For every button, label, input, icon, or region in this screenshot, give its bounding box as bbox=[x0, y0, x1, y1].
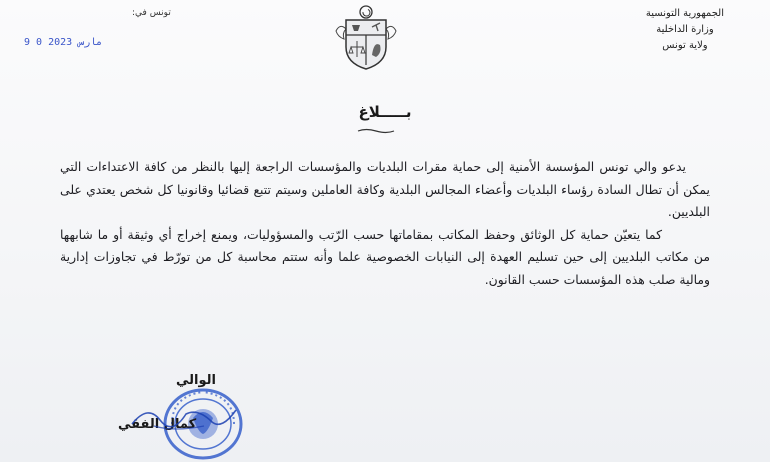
header-line-republic: الجمهورية التونسية bbox=[645, 8, 724, 19]
signer-name: كمال الفقي bbox=[118, 417, 197, 432]
document-title: بـــــلاغ bbox=[358, 103, 412, 121]
date-stamp: 9 0 مارس 2023 bbox=[24, 37, 103, 48]
header-line-governorate: ولاية تونس bbox=[662, 40, 708, 51]
signer-title: الوالي bbox=[176, 373, 216, 388]
coat-of-arms-icon bbox=[330, 3, 402, 71]
announcement-paragraph: كما يتعيّن حماية كل الوثائق وحفظ المكاتب بمقاماتها حسب الرّتب والمسؤوليات، ويمنع إخراج أي وثيقة أو ما شابهها من مكاتب البلديين إلى حين تسليم العهدة إلى النيابات الخصوصية علما وأنه ستتم محاسبة كل من تورّط في تجاوزات إدارية ومالية صلب هذه المؤسسات حسب القانون. bbox=[60, 226, 710, 287]
announcement-body bbox=[60, 156, 710, 291]
issuing-authority-header bbox=[646, 6, 724, 54]
header-line-ministry: وزارة الداخلية bbox=[656, 24, 714, 35]
place-label: تونس في: bbox=[132, 8, 171, 18]
announcement-paragraph: يدعو والي تونس المؤسسة الأمنية إلى حماية مقرات البلديات والمؤسسات الراجعة إليها بالنظر من كافة الاعتداءات التي يمكن أن تطال السادة رؤساء البلديات وأعضاء المجالس البلدية وكافة العاملين وسيتم تتبع قضائيا وقانونيا كل شخص يعتدي على البلديين. bbox=[60, 159, 710, 219]
handwritten-signature-icon bbox=[124, 396, 244, 436]
title-underline-ornament bbox=[356, 128, 396, 134]
